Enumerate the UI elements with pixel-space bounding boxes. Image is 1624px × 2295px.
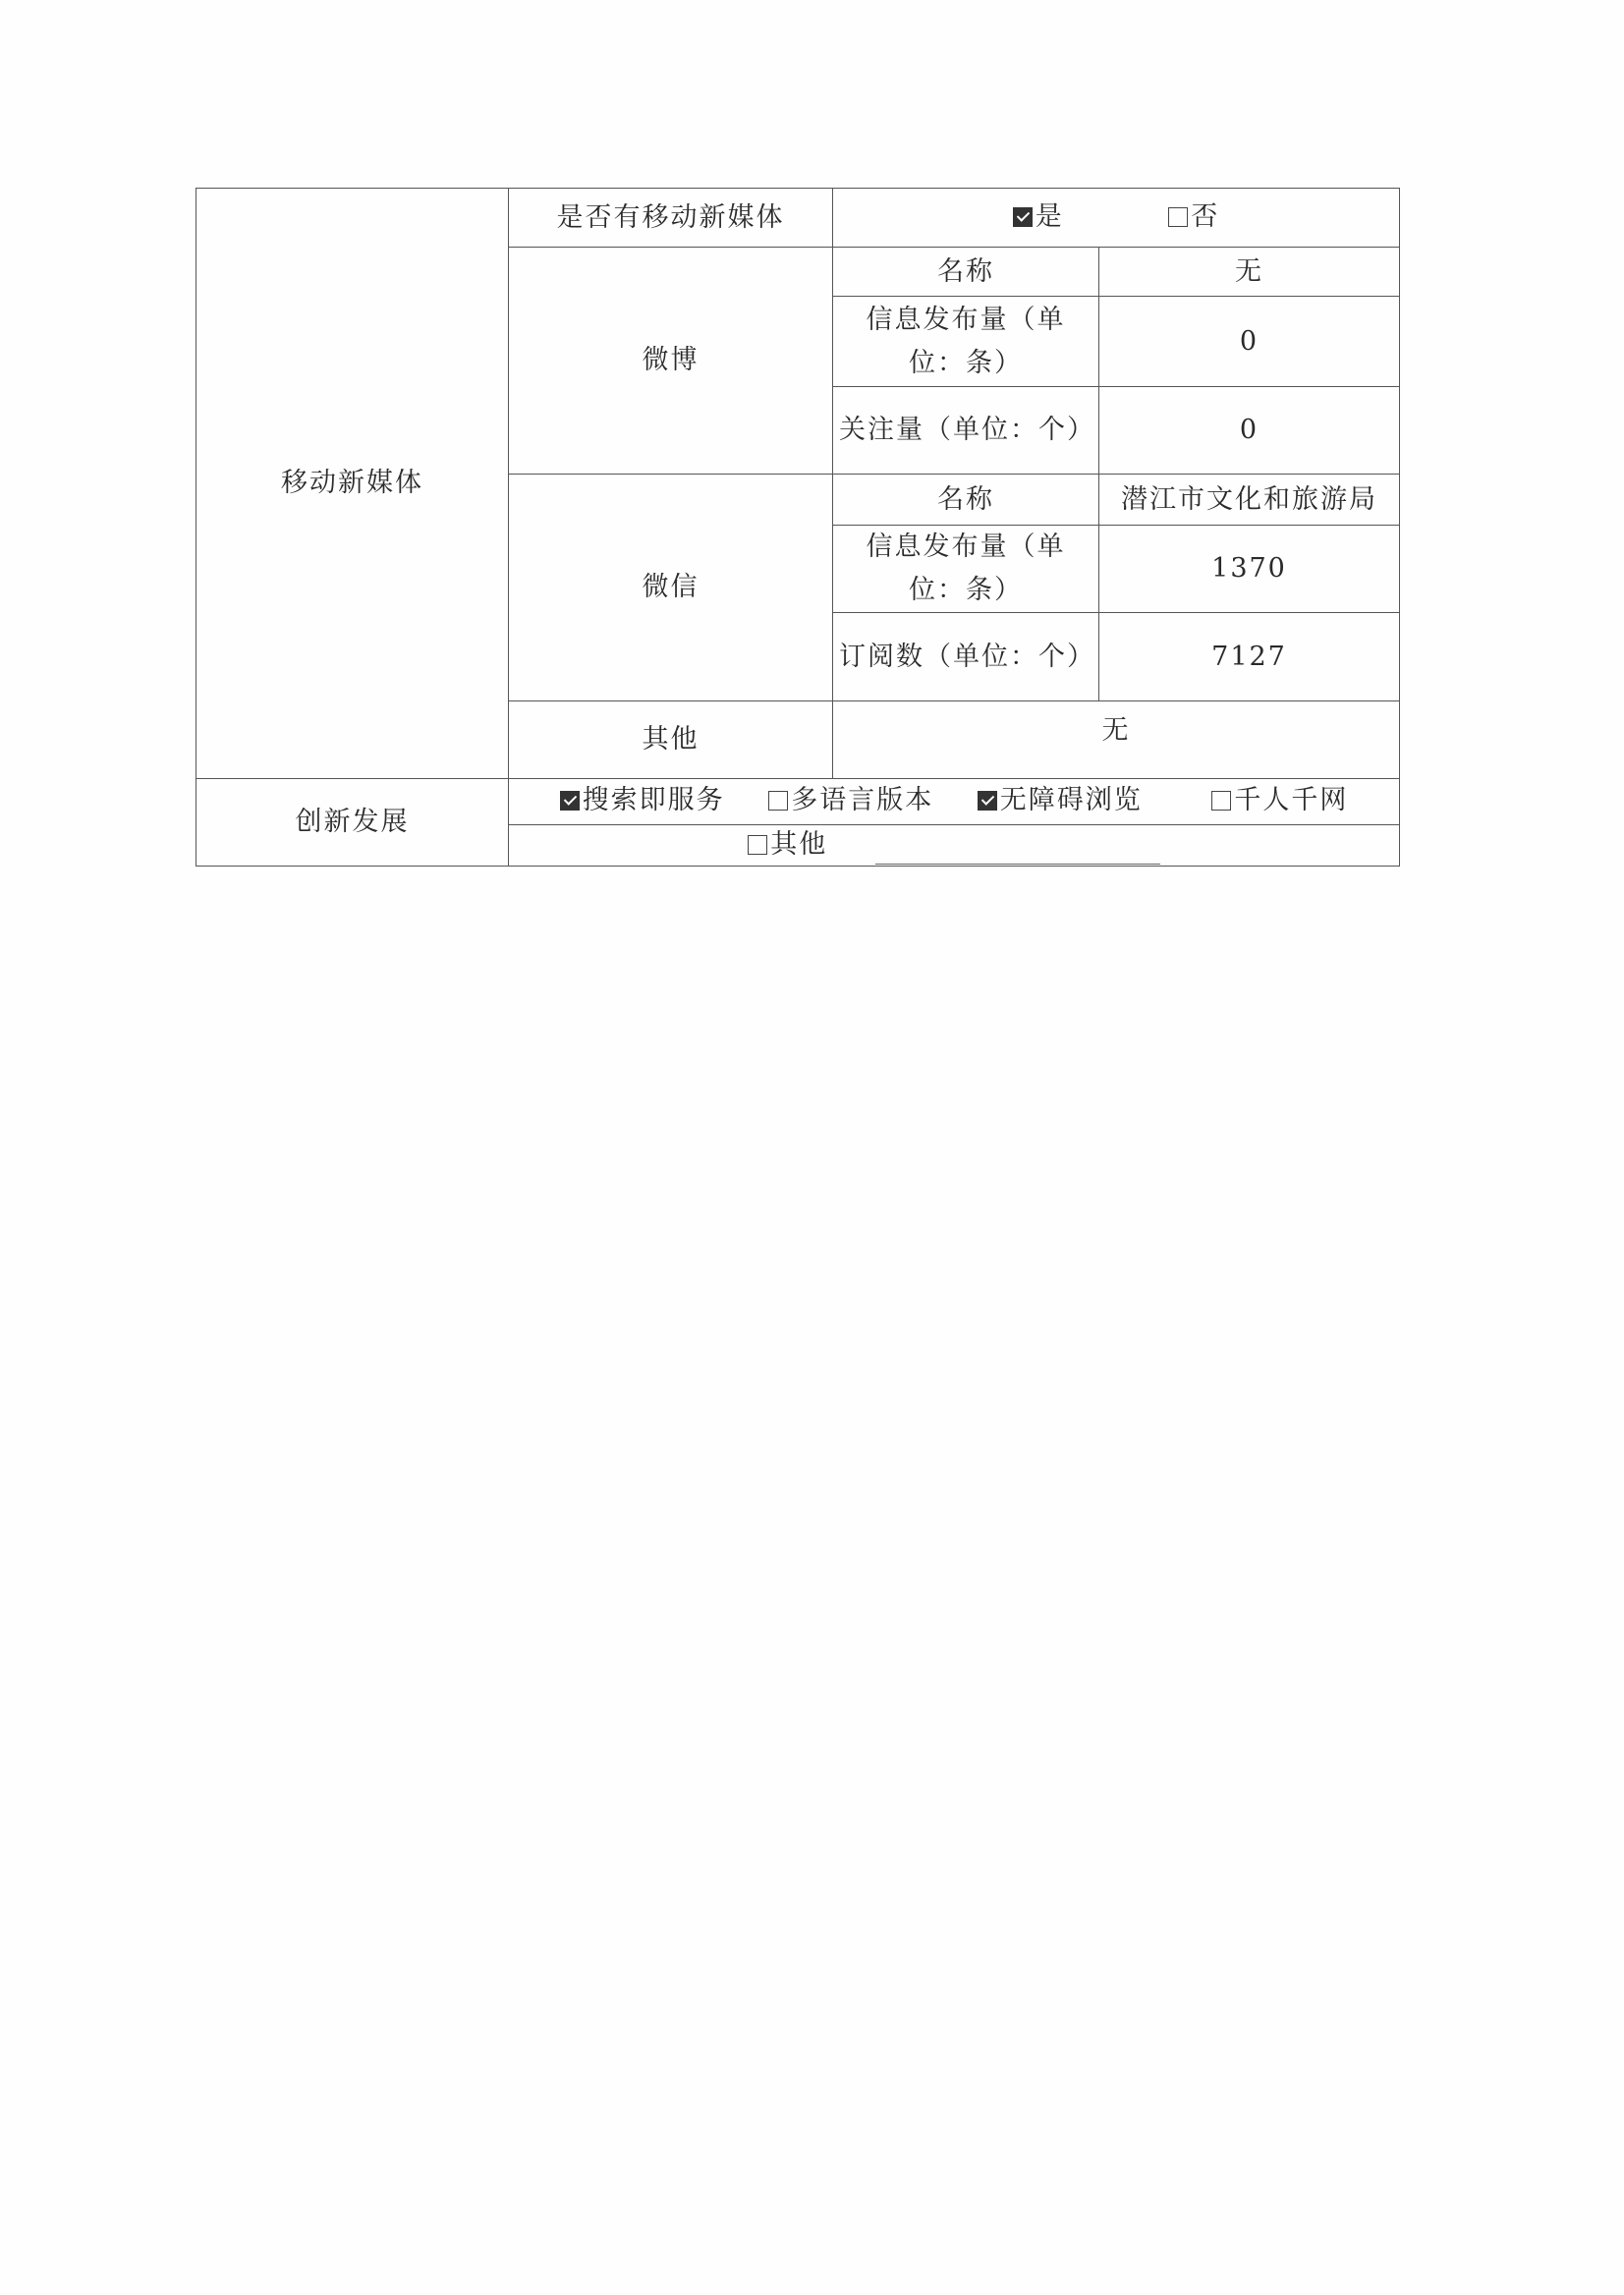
innovation-other-row (509, 825, 1400, 867)
checkbox-no-icon[interactable] (1168, 207, 1188, 227)
weibo-posts-value: 0 (1099, 297, 1400, 387)
option-search-as-service[interactable] (560, 779, 725, 822)
option-no-label: 否 (1191, 200, 1220, 232)
wechat-subscribers-value: 7127 (1099, 613, 1400, 701)
wechat-name-label: 名称 (833, 475, 1099, 526)
option-personalized-label: 千人千网 (1234, 785, 1349, 815)
option-multilingual[interactable] (768, 779, 933, 822)
option-accessibility[interactable] (978, 779, 1143, 822)
wechat-posts-label: 信息发布量（单位：条） (833, 526, 1099, 613)
checkbox-search-as-service-icon[interactable] (560, 791, 580, 811)
checkbox-yes-icon[interactable] (1013, 207, 1033, 227)
option-search-as-service-label: 搜索即服务 (582, 785, 725, 815)
section-mobile-media: 移动新媒体 (196, 189, 509, 779)
other-media-label: 其他 (509, 701, 833, 779)
has-mobile-media-label: 是否有移动新媒体 (509, 189, 833, 248)
wechat-name-value: 潜江市文化和旅游局 (1099, 475, 1400, 526)
wechat-subscribers-label: 订阅数（单位：个） (833, 613, 1099, 701)
checkbox-innovation-other-icon[interactable] (748, 835, 767, 855)
weibo-label: 微博 (509, 248, 833, 475)
weibo-followers-value: 0 (1099, 387, 1400, 475)
weibo-posts-label: 信息发布量（单位：条） (833, 297, 1099, 387)
checkbox-accessibility-icon[interactable] (978, 791, 997, 811)
has-mobile-media-options (833, 189, 1400, 248)
checkbox-multilingual-icon[interactable] (768, 791, 788, 811)
option-yes[interactable] (1013, 196, 1064, 239)
option-innovation-other-label: 其他 (770, 828, 828, 860)
section-innovation: 创新发展 (196, 779, 509, 867)
weibo-followers-label: 关注量（单位：个） (833, 387, 1099, 475)
weibo-name-value: 无 (1099, 248, 1400, 297)
wechat-posts-value: 1370 (1099, 526, 1400, 613)
option-innovation-other[interactable] (748, 827, 827, 863)
option-personalized[interactable] (1211, 779, 1348, 822)
option-yes-label: 是 (1035, 200, 1064, 232)
innovation-options (509, 779, 1400, 825)
mobile-media-table (196, 188, 1400, 867)
option-no[interactable] (1168, 196, 1219, 239)
checkbox-personalized-icon[interactable] (1211, 791, 1231, 811)
weibo-name-label: 名称 (833, 248, 1099, 297)
option-accessibility-label: 无障碍浏览 (999, 785, 1143, 815)
wechat-label: 微信 (509, 475, 833, 701)
other-media-value: 无 (833, 701, 1400, 779)
option-multilingual-label: 多语言版本 (791, 785, 934, 815)
other-fill-line[interactable] (875, 834, 1160, 865)
